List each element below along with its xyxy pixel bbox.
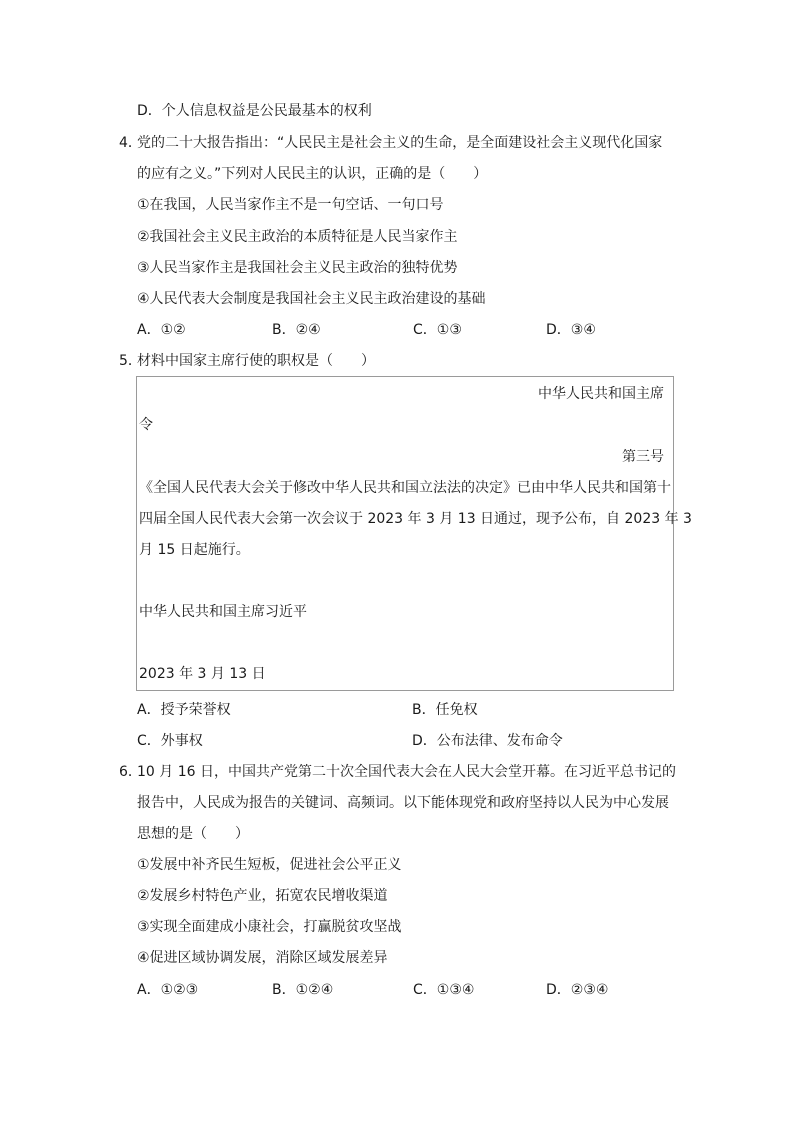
q4-item-3: ③人民当家作主是我国社会主义民主政治的独特优势 — [137, 260, 458, 276]
q4-option-b: B．②④ — [272, 322, 321, 338]
q6-option-b: B．①②④ — [272, 982, 334, 998]
q5-stem: 材料中国家主席行使的职权是（ ） — [137, 353, 375, 369]
q5-material-body-line2: 四届全国人民代表大会第一次会议于 2023 年 3 月 13 日通过，现予公布，自 2023 年 3 — [139, 511, 692, 527]
q6-stem-line3: 思想的是（ ） — [137, 826, 249, 842]
q5-number: 5． — [119, 353, 142, 369]
q4-item-1: ①在我国，人民当家作主不是一句空话、一句口号 — [137, 197, 444, 213]
q6-item-4: ④促进区域协调发展，消除区域发展差异 — [137, 950, 388, 966]
q5-material-header-line2: 令 — [139, 417, 153, 433]
q6-item-1: ①发展中补齐民生短板，促进社会公平正义 — [137, 857, 402, 873]
q5-material-date: 2023 年 3 月 13 日 — [139, 666, 266, 682]
q4-item-2: ②我国社会主义民主政治的本质特征是人民当家作主 — [137, 229, 458, 245]
q6-stem-line1: 10 月 16 日，中国共产党第二十次全国代表大会在人民大会堂开幕。在习近平总书记的 — [137, 764, 676, 780]
q3-option-d: D．个人信息权益是公民最基本的权利 — [137, 103, 372, 119]
q4-item-4: ④人民代表大会制度是我国社会主义民主政治建设的基础 — [137, 291, 486, 307]
q6-item-2: ②发展乡村特色产业，拓宽农民增收渠道 — [137, 888, 388, 904]
q6-number: 6． — [119, 764, 142, 780]
q5-material-order-no: 第三号 — [622, 449, 664, 465]
q6-item-3: ③实现全面建成小康社会，打赢脱贫攻坚战 — [137, 919, 402, 935]
q4-stem-line2: 的应有之义。”下列对人民民主的认识，正确的是（ ） — [137, 166, 488, 182]
q4-option-c: C．①③ — [413, 322, 462, 338]
q5-option-a: A．授予荣誉权 — [137, 702, 231, 718]
q6-option-d: D．②③④ — [546, 982, 609, 998]
q5-option-b: B．任免权 — [412, 702, 478, 718]
q5-material-body-line3: 月 15 日起施行。 — [139, 542, 250, 558]
q6-stem-line2: 报告中，人民成为报告的关键词、高频词。以下能体现党和政府坚持以人民为中心发展 — [137, 795, 669, 811]
q5-option-c: C．外事权 — [137, 733, 203, 749]
q5-material-box — [136, 376, 674, 691]
q5-material-signer: 中华人民共和国主席习近平 — [139, 604, 307, 620]
q6-option-a: A．①②③ — [137, 982, 199, 998]
q5-material-body-line1: 《全国人民代表大会关于修改中华人民共和国立法法的决定》已由中华人民共和国第十 — [139, 480, 671, 496]
q4-option-d: D．③④ — [546, 322, 596, 338]
q4-option-a: A．①② — [137, 322, 186, 338]
q6-option-c: C．①③④ — [413, 982, 475, 998]
q5-option-d: D．公布法律、发布命令 — [412, 733, 563, 749]
q4-number: 4． — [119, 135, 142, 151]
q5-material-header-line1: 中华人民共和国主席 — [538, 386, 664, 402]
q4-stem-line1: 党的二十大报告指出：“人民民主是社会主义的生命，是全面建设社会主义现代化国家 — [137, 135, 663, 151]
